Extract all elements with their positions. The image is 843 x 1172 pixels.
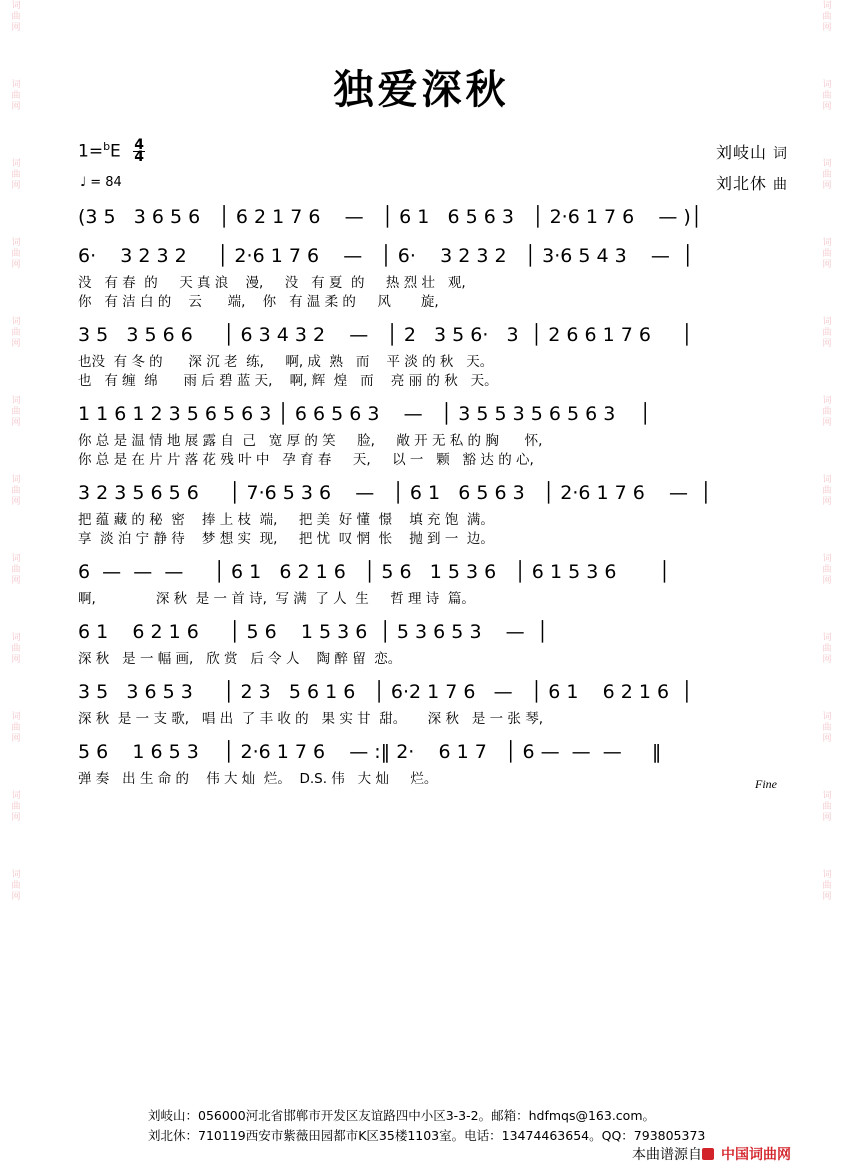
page-title: 独爱深秋 [333, 67, 510, 113]
score-sheet [28, 0, 815, 1172]
watermark-column-left: 词 曲 网 词 曲 网 词 曲 网 词 曲 网 词 曲 网 词 曲 网 词 曲 网 词 曲 网 词 曲 网 词 曲 网 词 曲 网 词 曲 网 [11, 0, 21, 901]
lyric-verse-2: 也 有 缠 绵 雨 后 碧 蓝 天, 啊, 辉 煌 而 亮 丽 的 秋 天。 [78, 373, 498, 389]
notation-line: (3 5 3 6 5 6 │ 6 2 1 7 6 — │ 6 1 6 5 6 3 │ 2·6 1 7 6 — )│ [78, 206, 703, 228]
notation-line: 3 5 3 5 6 6 │ 6 3 4 3 2 — │ 2 3 5 6· 3 │ 2 6 6 1 7 6 │ [78, 324, 693, 346]
watermark-column-right: 词 曲 网 词 曲 网 词 曲 网 词 曲 网 词 曲 网 词 曲 网 词 曲 网 词 曲 网 词 曲 网 词 曲 网 词 曲 网 词 曲 网 [822, 0, 832, 901]
key-note: E [110, 141, 121, 162]
credits-block [716, 138, 787, 200]
system-8 [78, 679, 783, 730]
key-prefix: 1= [78, 141, 104, 162]
lyric-verse-1: 深 秋 是 一 幅 画, 欣 赏 后 令 人 陶 醉 留 恋。 [78, 651, 402, 667]
lyricist-line [716, 138, 787, 169]
system-3 [78, 322, 783, 392]
source-credit [632, 1144, 791, 1164]
lyricist-name: 刘岐山 [715, 143, 767, 162]
logo-icon [702, 1148, 714, 1160]
notation-line: 6 1 6 2 1 6 │ 5 6 1 5 3 6 │ 5 3 6 5 3 — │ [78, 621, 549, 643]
lyric-verse-2: 你 有 洁 白 的 云 端, 你 有 温 柔 的 风 旋, [78, 294, 439, 310]
key-and-tempo-block [78, 137, 145, 191]
lyric-verse-1: 弹 奏 出 生 命 的 伟 大 灿 烂。 D.S. 伟 大 灿 烂。 [78, 771, 438, 787]
contact-footer [148, 1106, 795, 1146]
system-5 [78, 480, 783, 550]
lyric-verse-2: 你 总 是 在 片 片 落 花 残 叶 中 孕 育 春 天, 以 一 颗 豁 达 的 心, [78, 452, 534, 468]
lyric-verse-2: 享 淡 泊 宁 静 待 梦 想 实 现, 把 忧 叹 惘 怅 抛 到 一 边。 [78, 531, 494, 547]
notation-line: 3 5 3 6 5 3 │ 2 3 5 6 1 6 │ 6·2 1 7 6 — │ 6 1 6 2 1 6 │ [78, 681, 693, 703]
key-signature [78, 137, 145, 166]
lyric-verse-1: 深 秋 是 一 支 歌, 唱 出 了 丰 收 的 果 实 甘 甜。 深 秋 是 一 张 琴, [78, 711, 543, 727]
source-label: 本曲谱源自 [632, 1147, 702, 1163]
system-7 [78, 619, 783, 670]
lyric-verse-1: 你 总 是 温 情 地 展 露 自 己 宽 厚 的 笑 脸, 敞 开 无 私 的 胸 怀, [78, 433, 543, 449]
lyric-verse-1: 把 蕴 藏 的 秘 密 捧 上 枝 端, 把 美 好 懂 憬 填 充 饱 满。 [78, 512, 494, 528]
source-site[interactable]: 中国词曲网 [721, 1147, 791, 1163]
lyric-verse-1: 也没 有 冬 的 深 沉 老 练, 啊, 成 熟 而 平 淡 的 秋 天。 [78, 354, 494, 370]
time-numerator: 4 [134, 137, 144, 154]
lyricist-role: 词 [773, 146, 787, 162]
time-denominator: 4 [134, 149, 144, 166]
fine-marking: Fine [755, 777, 777, 791]
lyric-verse-1: 没 有 春 的 天 真 浪 漫, 没 有 夏 的 热 烈 壮 观, [78, 275, 466, 291]
composer-role: 曲 [773, 177, 787, 193]
footer-line-1: 刘岐山：056000河北省邯郸市开发区友谊路四中小区3-3-2。邮箱：hdfmqs@163.com。 [148, 1108, 656, 1123]
key-flat: b [103, 140, 111, 153]
time-signature [133, 137, 145, 166]
music-systems [78, 204, 783, 799]
system-2 [78, 243, 783, 313]
system-6 [78, 559, 783, 610]
notation-line: 5 6 1 6 5 3 │ 2·6 1 7 6 — :‖ 2· 6 1 7 │ 6 — — — ‖ [78, 741, 662, 763]
lyric-verse-1: 啊, 深 秋 是 一 首 诗, 写 满 了 人 生 哲 理 诗 篇。 [78, 591, 475, 607]
system-4 [78, 401, 783, 471]
notation-line: 1 1 6 1 2 3 5 6 5 6 3 │ 6 6 5 6 3 — │ 3 5 5 3 5 6 5 6 3 │ [78, 403, 651, 425]
system-9 [78, 739, 783, 790]
notation-line: 6· 3 2 3 2 │ 2·6 1 7 6 — │ 6· 3 2 3 2 │ 3·6 5 4 3 — │ [78, 245, 694, 267]
composer-line [716, 169, 787, 200]
notation-line: 6 — — — │ 6 1 6 2 1 6 │ 5 6 1 5 3 6 │ 6 1 5 3 6 │ [78, 561, 671, 583]
footer-line-2: 刘北休：710119西安市紫薇田园都市K区35楼1103室。电话：13474463654。QQ：793805373 [148, 1128, 706, 1143]
system-1 [78, 204, 783, 234]
tempo-marking: ♩ = 84 [80, 175, 122, 191]
composer-name: 刘北休 [715, 174, 767, 193]
notation-line: 3 2 3 5 6 5 6 │ 7·6 5 3 6 — │ 6 1 6 5 6 3 │ 2·6 1 7 6 — │ [78, 482, 712, 504]
